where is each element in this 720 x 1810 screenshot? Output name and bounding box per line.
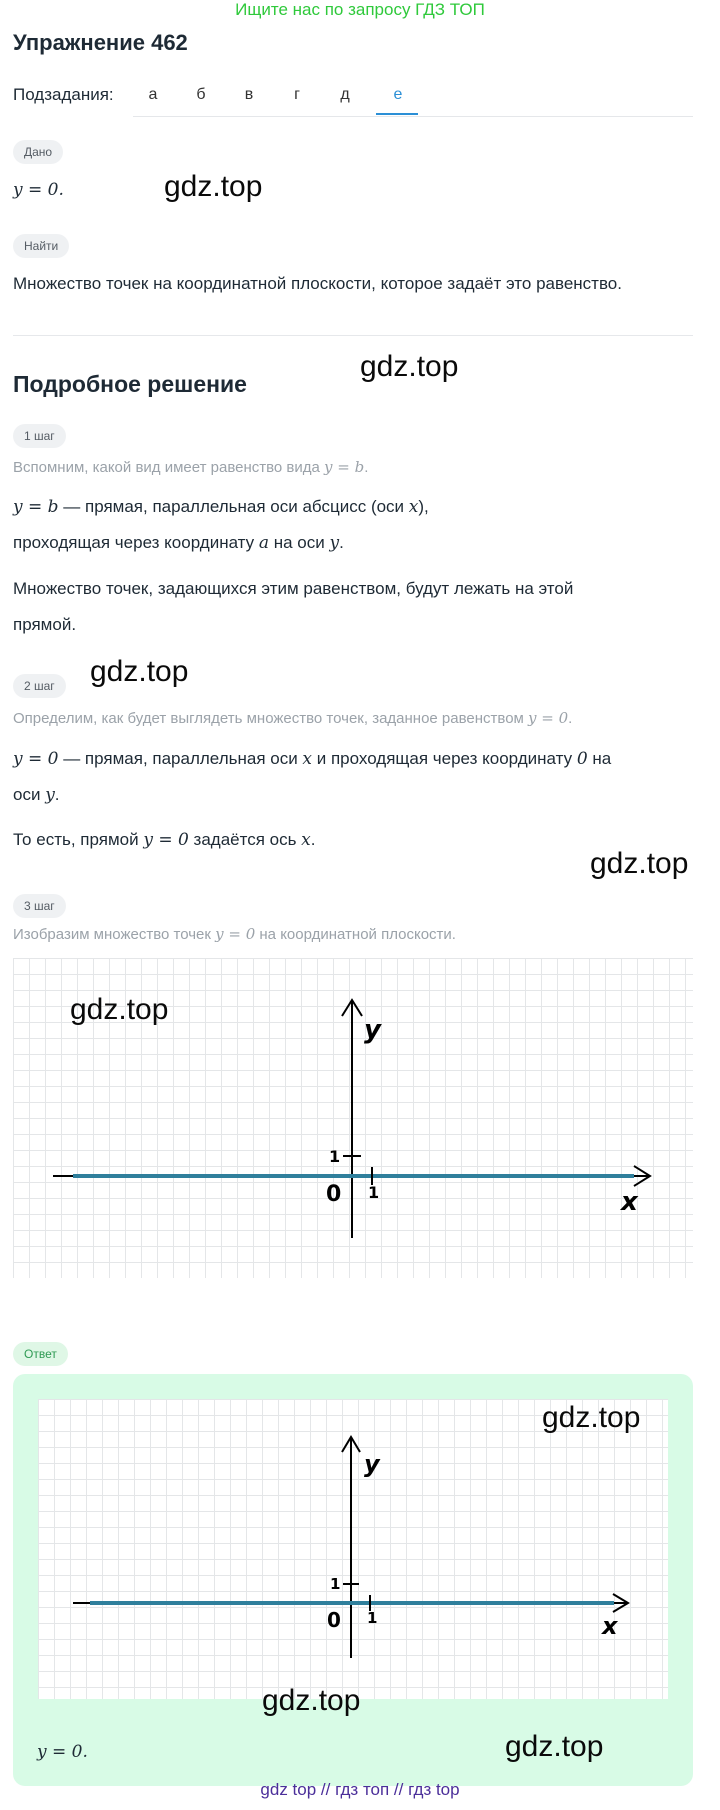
inline-text: — прямая, параллельная оси абсцисс (оси bbox=[58, 497, 409, 516]
y-axis-label: y bbox=[364, 1450, 380, 1478]
top-banner[interactable]: Ищите нас по запросу ГДЗ ТОП bbox=[235, 0, 485, 19]
hint-text: Вспомним, какой вид имеет равенство вида bbox=[13, 459, 325, 476]
watermark: gdz.top bbox=[90, 655, 189, 688]
inline-text: на bbox=[587, 749, 612, 768]
inline-text: проходящая через координату bbox=[13, 533, 259, 552]
inline-text: на оси bbox=[269, 533, 330, 552]
hint-text: Изобразим множество точек bbox=[13, 926, 216, 943]
step-3-chip: 3 шаг bbox=[13, 894, 66, 918]
inline-text: То есть, прямой bbox=[13, 830, 144, 849]
inline-text: . bbox=[310, 830, 316, 849]
origin-label: 0 bbox=[326, 1182, 342, 1207]
step-2-hint bbox=[13, 709, 572, 727]
watermark: gdz.top bbox=[505, 1730, 604, 1763]
inline-math: x bbox=[302, 749, 313, 769]
tab-v[interactable]: в bbox=[244, 86, 254, 103]
tab-d[interactable]: д bbox=[340, 86, 350, 103]
hint-math: y = 0 bbox=[215, 925, 256, 943]
answer-chip: Ответ bbox=[13, 1342, 68, 1366]
step-1-hint bbox=[13, 458, 368, 476]
step-2-line1 bbox=[13, 741, 611, 777]
step-2-line3 bbox=[13, 822, 316, 858]
inline-math: a bbox=[258, 533, 270, 553]
subtasks-tabs bbox=[133, 72, 693, 117]
coordinate-plane-step3 bbox=[13, 958, 693, 1278]
footer-links[interactable]: gdz top // гдз топ // гдз top bbox=[260, 1780, 460, 1799]
tab-g[interactable]: г bbox=[294, 86, 300, 103]
solution-title: Подробное решение bbox=[13, 371, 247, 397]
exercise-title: Упражнение 462 bbox=[13, 30, 188, 55]
step-3-hint bbox=[13, 925, 456, 943]
y-unit-label: 1 bbox=[329, 1147, 341, 1166]
step-1-line1 bbox=[13, 489, 429, 525]
inline-text: ), bbox=[418, 497, 429, 516]
given-math: y = 0. bbox=[13, 180, 64, 200]
inline-math: y = b bbox=[13, 497, 59, 517]
watermark: gdz.top bbox=[590, 847, 689, 880]
answer-math: y = 0. bbox=[37, 1742, 88, 1762]
hint-text-end: . bbox=[568, 710, 573, 727]
coordinate-plane-answer bbox=[38, 1399, 668, 1699]
inline-math: x bbox=[408, 497, 419, 517]
watermark: gdz.top bbox=[360, 350, 459, 383]
active-tab-indicator bbox=[376, 113, 418, 115]
x-axis-label: x bbox=[602, 1612, 618, 1640]
hint-text-end: . bbox=[364, 459, 369, 476]
x-unit-label: 1 bbox=[367, 1609, 378, 1627]
inline-text: оси bbox=[13, 785, 46, 804]
inline-math: y bbox=[329, 533, 340, 553]
find-text: Множество точек на координатной плоскости, которое задаёт это равенство. bbox=[13, 274, 622, 293]
watermark: gdz.top bbox=[164, 170, 263, 203]
tab-e[interactable]: е bbox=[393, 86, 403, 103]
subtasks-label: Подзадания: bbox=[13, 85, 114, 104]
inline-text: задаётся ось bbox=[188, 830, 302, 849]
x-unit-label: 1 bbox=[368, 1183, 380, 1202]
step-1-para2-line1: Множество точек, задающихся этим равенством, будут лежать на этой bbox=[13, 579, 574, 598]
hint-math: y = 0 bbox=[528, 709, 569, 727]
origin-label: 0 bbox=[327, 1608, 341, 1632]
step-1-line2 bbox=[13, 525, 344, 561]
inline-math: x bbox=[301, 830, 311, 850]
inline-text: и проходящая через координату bbox=[312, 749, 577, 768]
hint-text: Определим, как будет выглядеть множество точек, заданное равенством bbox=[13, 710, 529, 727]
y-axis-label: y bbox=[364, 1015, 381, 1045]
hint-text-end: на координатной плоскости. bbox=[255, 926, 456, 943]
watermark: gdz.top bbox=[542, 1401, 641, 1434]
coordinate-plane-svg bbox=[38, 1399, 668, 1699]
step-1-para2-line2: прямой. bbox=[13, 615, 77, 634]
watermark: gdz.top bbox=[70, 993, 169, 1026]
find-chip: Найти bbox=[13, 234, 69, 258]
inline-text: . bbox=[339, 533, 344, 552]
inline-math: y = 0 bbox=[13, 749, 59, 769]
given-chip: Дано bbox=[13, 140, 63, 164]
inline-text: . bbox=[54, 785, 60, 804]
watermark: gdz.top bbox=[262, 1684, 361, 1717]
inline-math: y = 0 bbox=[143, 830, 189, 850]
hint-math: y = b bbox=[324, 458, 365, 476]
step-2-line2 bbox=[13, 777, 60, 813]
inline-math: 0 bbox=[576, 749, 588, 769]
section-divider bbox=[13, 335, 693, 336]
inline-text: — прямая, параллельная оси bbox=[58, 749, 303, 768]
inline-math: y bbox=[45, 785, 55, 805]
step-2-chip: 2 шаг bbox=[13, 674, 66, 698]
tab-b[interactable]: б bbox=[196, 86, 206, 103]
tab-a[interactable]: а bbox=[148, 86, 158, 103]
y-unit-label: 1 bbox=[330, 1575, 341, 1593]
x-axis-label: x bbox=[621, 1187, 638, 1217]
step-1-chip: 1 шаг bbox=[13, 424, 66, 448]
answer-box bbox=[13, 1374, 693, 1786]
